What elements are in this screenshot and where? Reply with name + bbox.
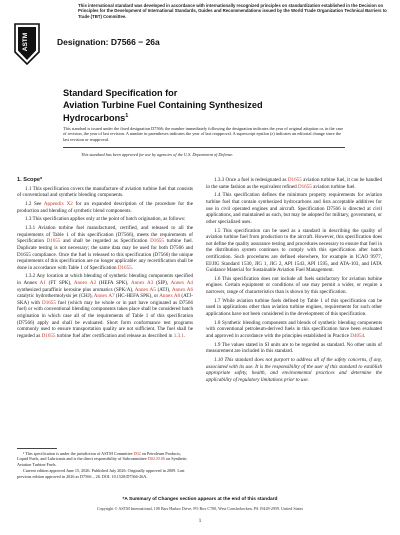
designation: Designation: D7566 − 26a	[57, 37, 160, 47]
paragraph-1-6: 1.6 This specification does not include all fuels satisfactory for aviation turbine engines. Certain equipment or conditions of use may permit a wider, or require a narrower, range of characteristics than is shown by this specification.	[206, 275, 382, 296]
tbt-notice: This international standard was developed in accordance with internationally recognized principles on standardization established in the Decision on Principles for the Development of International Standards, Guides and Recommendations issued by the World Trade Organization Technical Barriers to Trade (TBT) Committee.	[78, 3, 387, 19]
summary-of-changes-note: *A Summary of Changes section appears at the end of this standard	[122, 497, 278, 502]
paragraph-1-4: 1.4 This specification defines the minimum property requirements for aviation turbine fuel that contain synthesized hydrocarbons and lists acceptable additives for use in civil operated engines and aircraft. Specification D7566 is directed at civil applications, and maintained as such, but may be adopted for military, government, or other specialized uses.	[206, 192, 382, 225]
link-annex-a8[interactable]: Annex A8	[159, 293, 181, 300]
title-line-1: Standard Specification for	[63, 88, 178, 98]
link-annex-a7[interactable]: Annex A7	[93, 293, 115, 300]
link-appendix-x2[interactable]: Appendix X2	[43, 200, 73, 207]
link-annex-a5[interactable]: Annex A5	[134, 286, 156, 293]
page-number: 1	[198, 519, 202, 524]
paragraph-1-3-1: 1.3.1 Aviation turbine fuel manufactured, certified, and released to all the requirements of Table 1 of this specification (D7566), meets the requirements of Specification D1655 and shall be regarded as Specification D1655 turbine fuel. Duplicate testing is not necessary; the same data may be used for both D7566 and D1655 compliance. Once the fuel is released to this specification (D7566) the unique requirements of this specification are no longer applicable: any recertification shall be done in accordance with Table 1 of Specification D1655.	[17, 225, 193, 271]
link-annex-a6[interactable]: Annex A6	[171, 286, 193, 293]
link-d1655[interactable]: D1655	[287, 177, 302, 183]
footnote-divider	[17, 448, 57, 449]
paragraph-1-7: 1.7 While aviation turbine fuels defined by Table 1 of this specification can be used in applications other than aviation turbine engines, requirements for such other applications have not been considered in the development of this specification.	[206, 297, 382, 318]
link-d1655[interactable]: D1655	[46, 238, 61, 245]
astm-logo-icon	[12, 22, 42, 66]
document-title	[63, 88, 303, 125]
divider	[63, 147, 345, 148]
link-annex-a4[interactable]: Annex A4	[170, 280, 193, 287]
paragraph-1-10-safety: 1.10 This standard does not purport to address all of the safety concerns, if any, associated with its use. It is the responsibility of the user of this standard to establish appropriate safety, health, and environmental practices and determine the applicability of regulatory limitations prior to use.	[206, 357, 382, 383]
link-committee-d02[interactable]: D02	[133, 451, 141, 456]
paragraph-1-8: 1.8 Synthetic blending components and blends of synthetic blending components with conventional petroleum-derived fuels in this specification have been evaluated and approved in accordance with the principles established in Practice D4054.	[206, 319, 382, 339]
link-section-1-3-1[interactable]: 1.3.1	[173, 332, 184, 339]
link-d1655[interactable]: D1655	[297, 183, 312, 190]
paragraph-1-3-2: 1.3.2 Any location at which blending of synthetic blending components specified in Annex A1 (FT SPK), Annex A2 (HEFA SPK), Annex A3 (SIP), Annex A4 synthesized paraffinic kerosine plus aromatics (SPK/A), Annex A5 (ATJ), Annex A6 catalytic hydrothermolysis jet (CHJ), Annex A7 (HC-HEFA SPK), or Annex A8 (ATJ-SKA) with D1655 fuel (which may be whole or in part have originated as D7566 fuel) or with conventional blending components takes place shall be considered batch origination in which case all of the requirements of Table 1 of this specification (D7566) apply and shall be evaluated. Short form conformance test programs commonly used to ensure transportation quality are not sufficient. The fuel shall be regarded as D1655 turbine fuel after certification and release as described in 1.3.1.	[17, 273, 193, 339]
standard-note: This standard is issued under the fixed designation D7566; the number immediately following the designation indicates the year of original adoption or, in the case of revision, the year of last revision. A number in parentheses indicates the year of last reapproval. A superscript epsilon (ε) indicates an editorial change since the last revision or reapproval.	[63, 126, 344, 142]
left-column	[17, 177, 193, 342]
title-footnote-marker[interactable]: 1	[125, 113, 129, 119]
paragraph-1-9: 1.9 The values stated in SI units are to be regarded as standard. No other units of measurement are included in this standard.	[206, 341, 382, 355]
footnote-1: ¹ This specification is under the jurisdiction of ASTM Committee D02 on Petroleum Products, Liquid Fuels, and Lubricants and is the direct responsibility of Subcommittee D02.J0.06 on Synthetic Aviation Turbine Fuels.	[17, 451, 188, 467]
section-heading-scope: 1. Scope*	[17, 177, 43, 183]
link-d1655[interactable]: D1655	[117, 264, 132, 271]
link-d1655[interactable]: D1655	[42, 299, 56, 306]
copyright-line: Copyright © ASTM International, 100 Barr Harbor Drive, PO Box C700, West Conshohocken, PA 19428-2959. United States	[96, 506, 304, 511]
paragraph-1-3-3: 1.3.3 Once a fuel is redesignated as D1655 aviation turbine fuel, it can be handled in the same fashion as the equivalent refined D1655 aviation turbine fuel.	[206, 177, 382, 190]
link-d4054[interactable]: D4054	[350, 333, 365, 339]
link-d1655[interactable]: D1655	[150, 238, 164, 245]
paragraph-1-3: 1.3 This specification applies only at the point of batch origination, as follows:	[25, 216, 186, 223]
footnotes	[17, 451, 193, 480]
link-annex-a2[interactable]: Annex A2	[73, 280, 97, 287]
paragraph-1-5: 1.5 This specification can be used as a standard in describing the quality of aviation turbine fuel from production to the aircraft. However, this specification does not define the quality assurance testing and procedures necessary to ensure that fuel in the distribution system continues to comply with this specification after batch certification. Such procedures are defined elsewhere, for example in ICAO 9977, EI/JIG Standard 1530, JIG 1, JIG 2, API 1543, API 1595, and ATA-103, and IATA Guidance Material for Sustainable Aviation Fuel Management.	[206, 227, 382, 274]
link-annex-a3[interactable]: Annex A3	[130, 280, 154, 287]
paragraph-1-2: 1.2 See Appendix X2 for an expanded description of the procedure for the production and blending of synthetic blend components.	[17, 200, 193, 214]
dod-approval-note: This standard has been approved for use by agencies of the U.S. Department of Defense.	[81, 152, 234, 157]
link-subcommittee[interactable]: D02.J0.06	[147, 456, 165, 462]
link-d1655[interactable]: D1655	[41, 332, 56, 339]
paragraph-1-1: 1.1 This specification covers the manufacture of aviation turbine fuel that consists of conventional and synthetic blending components.	[17, 185, 193, 199]
title-line-2: Aviation Turbine Fuel Containing Synthesized	[63, 99, 263, 110]
link-annex-a1[interactable]: A1	[39, 280, 46, 287]
title-line-3: Hydrocarbons$^1$	[63, 113, 129, 124]
right-column	[206, 177, 382, 386]
svg-text:ASTM: ASTM	[22, 32, 29, 52]
footnote-edition: Current edition approved June 15, 2026. Published July 2026. Originally approved in 2009. Last previous edition approved in 2026 as D7566 – 26. DOI: 10.1520/D7566-26A.	[17, 468, 185, 479]
